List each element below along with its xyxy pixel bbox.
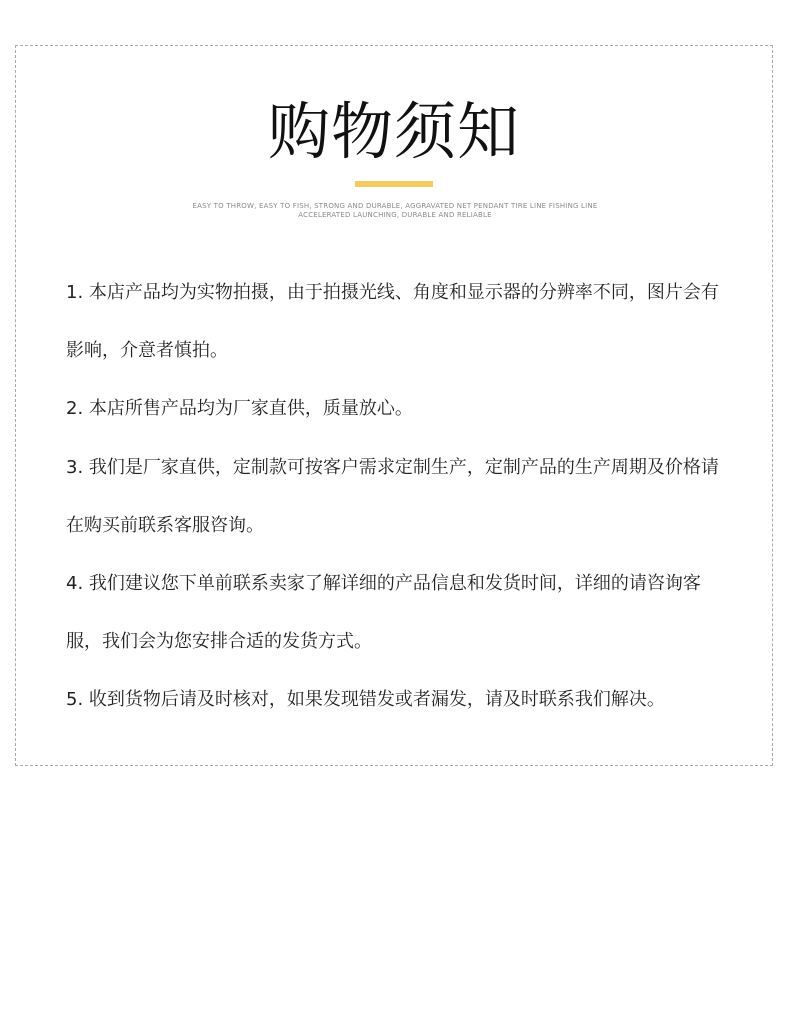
notice-item-1: 1. 本店产品均为实物拍摄，由于拍摄光线、角度和显示器的分辨率不同，图片会有影响，介意者慎拍。 bbox=[66, 282, 719, 362]
notice-item-5: 5. 收到货物后请及时核对，如果发现错发或者漏发，请及时联系我们解决。 bbox=[66, 689, 665, 711]
english-subtitle-line-2: ACCELERATED LAUNCHING, DURABLE AND RELIABLE bbox=[298, 211, 492, 219]
notice-item-2: 2. 本店所售产品均为厂家直供，质量放心。 bbox=[66, 398, 413, 420]
english-subtitle-line-1: EASY TO THROW, EASY TO FISH, STRONG AND DURABLE, AGGRAVATED NET PENDANT TIRE LINE FISHING LINE bbox=[192, 202, 598, 210]
notice-list bbox=[66, 264, 736, 730]
title-accent-bar bbox=[355, 181, 433, 187]
notice-item-3: 3. 我们是厂家直供，定制款可按客户需求定制生产，定制产品的生产周期及价格请在购买前联系客服咨询。 bbox=[66, 456, 719, 536]
notice-item-4: 4. 我们建议您下单前联系卖家了解详细的产品信息和发货时间，详细的请咨询客服，我们会为您安排合适的发货方式。 bbox=[66, 573, 701, 653]
page-title: 购物须知 bbox=[267, 95, 520, 168]
english-subtitle bbox=[96, 202, 694, 220]
shopping-notice-panel bbox=[15, 45, 773, 766]
